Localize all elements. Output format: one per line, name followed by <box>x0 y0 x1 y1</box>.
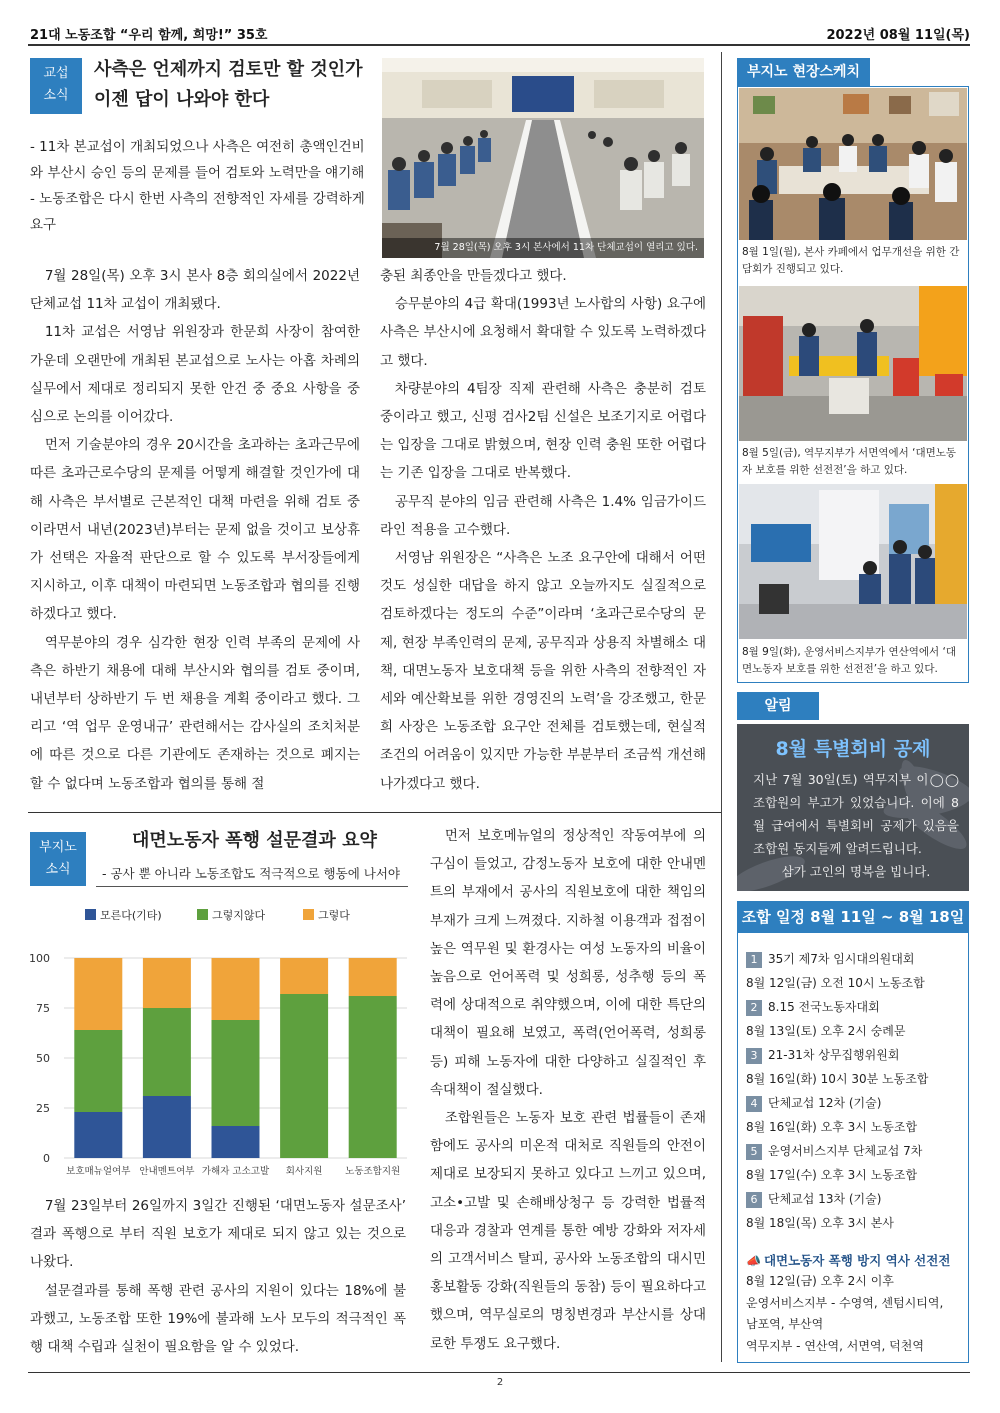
bar-segment <box>349 958 397 996</box>
survey-stacked-bar-chart <box>22 940 412 1190</box>
schedule-title-text: 단체교섭 12차 (기술) <box>768 1096 882 1110</box>
article2-badge-line1: 부지노 <box>39 840 77 855</box>
schedule-number: 1 <box>746 952 762 968</box>
x-tick-label: 회사지원 <box>285 1166 323 1177</box>
schedule-item <box>746 1139 922 1163</box>
x-tick-label: 안내멘트여부 <box>139 1166 195 1177</box>
schedule-title-text: 단체교섭 13차 (기술) <box>768 1192 882 1206</box>
schedule-title-text: 21-31차 상무집행위원회 <box>768 1048 900 1062</box>
page-number: 2 <box>496 1377 504 1388</box>
article1-body-left <box>30 262 360 798</box>
article2-badge <box>30 832 86 886</box>
cafe-meeting-image <box>739 88 967 240</box>
schedule-time: 8월 12일(금) 오전 10시 노동조합 <box>746 976 925 990</box>
bar-segment <box>143 1008 191 1096</box>
bar-segment <box>143 958 191 1008</box>
station-campaign-image-1 <box>739 286 967 441</box>
bar-segment <box>74 1112 122 1158</box>
bar-segment <box>280 994 328 1158</box>
paragraph: 먼저 보호메뉴얼의 정상적인 작동여부에 의구심이 들었고, 감정노동자 보호에 대한 안내멘트의 부재에서 공사의 직원보호에 대한 책임의 부재가 크게 느껴졌다. 지하철 이용객과 접점이 높은 역무원 및 환경사는 여성 노동자의 비율이 높음으로 언어폭력 및 성희롱, 성추행 등의 폭력에 상대적으로 취약했으며, 이에 대한 특단의 대책이 필요해 보였고, 폭력(언어폭력, 성희롱 등) 피해 노동자에 대한 다양하고 실질적인 후속대책이 절실했다. <box>430 828 706 1098</box>
legend-label: 모른다(기타) <box>100 909 162 922</box>
schedule-time: 8월 17일(수) 오후 3시 노동조합 <box>746 1168 918 1182</box>
legend-swatch <box>303 909 314 920</box>
schedule-time: 8월 16일(화) 10시 30분 노동조합 <box>746 1072 929 1086</box>
article2-badge-line2: 소식 <box>45 862 71 877</box>
notice-box <box>737 724 969 891</box>
bar-segment <box>74 1030 122 1112</box>
x-tick-label: 보호매뉴얼여부 <box>66 1166 131 1177</box>
meeting-room-image <box>382 58 704 258</box>
legend-label: 그렇지않다 <box>212 909 266 922</box>
y-tick-label: 0 <box>43 1152 50 1165</box>
paragraph: 차량분야의 4팀장 직제 관련해 사측은 충분히 검토 중이라고 했고, 신평 검사2팀 신설은 보조기지로 어렵다는 입장을 그대로 밝혔으며, 현장 인력 충원 또한 어렵다는 기존 입장을 그대로 반복했다. <box>380 380 706 482</box>
paragraph: 서영남 위원장은 “사측은 노조 요구안에 대해서 어떤 것도 성실한 대답을 하지 않고 오늘까지도 실질적으로 검토하겠다는 정도의 수준”이라며 ‘초과근로수당의 문제, 현장 부족인력의 문제, 공무직과 상용직 차별해소 대책, 대면노동자 보호대책 등을 위한 사측의 전향적인 자세와 예산확보를 위한 경영진의 노력’을 강조했고, 한문희 사장은 노동조합 요구안 전체를 검토했는데, 현실적 조건의 어려움이 있지만 가능한 부분부터 조금씩 개선해 나가겠다고 했다. <box>380 550 706 792</box>
schedule-number: 6 <box>746 1192 762 1208</box>
schedule-item <box>746 947 914 971</box>
article2-body-left <box>30 1192 406 1361</box>
bar-segment <box>280 958 328 994</box>
notice-body <box>753 768 959 883</box>
schedule-box <box>737 933 969 1363</box>
bar-segment <box>143 1096 191 1158</box>
article1-badge <box>30 58 82 114</box>
schedule-item <box>746 1187 881 1211</box>
paragraph: 먼저 기술분야의 경우 20시간을 초과하는 초과근무에 따른 초과근로수당의 문제를 어떻게 해결할 것인가에 대해 사측은 부서별로 근본적인 대책 마련을 위해 검토 중이라면서 내년(2023년)부터는 문제 없을 것이고 보상휴가 선택은 자율적 판단으로 할 수 있도록 부서장들에게 지시하고, 이후 대책이 마련되면 노동조합과 협의를 진행하겠다고 했다. <box>30 437 360 623</box>
sketch-tab: 부지노 현장스케치 <box>737 58 870 86</box>
subheadline-rule <box>96 886 408 887</box>
y-tick-label: 50 <box>36 1052 50 1065</box>
bar-segment <box>212 1126 260 1158</box>
paragraph: 7월 28일(목) 오후 3시 본사 8층 회의실에서 2022년 단체교섭 11차 교섭이 개최됐다. <box>30 268 360 313</box>
notice-text: 지난 7월 30일(토) 역무지부 이◯◯ 조합원의 부고가 있었습니다. 이에 8월 급여에서 특별회비 공제가 있음을 조합원 동지들께 알려드립니다. <box>753 772 959 856</box>
article2-body-right <box>430 822 706 1358</box>
schedule-number: 4 <box>746 1096 762 1112</box>
legend-yes <box>303 909 350 923</box>
sketch-caption-1: 8월 1일(월), 본사 카페에서 업무개선을 위한 간담회가 진행되고 있다. <box>742 246 960 275</box>
footer-rule <box>28 1372 970 1373</box>
article1-summary <box>30 134 365 238</box>
bar-segment <box>74 958 122 1030</box>
article1-badge-line2: 소식 <box>43 88 69 103</box>
schedule-title-text: 8.15 전국노동자대회 <box>768 1000 880 1014</box>
sidebar-divider <box>721 52 722 1362</box>
legend-no <box>197 909 265 923</box>
x-tick-label: 노동조합지원 <box>345 1166 401 1177</box>
section-divider <box>28 812 721 813</box>
schedule-title: 조합 일정 8월 11일 ~ 8월 18일 <box>737 901 969 933</box>
notice-tab: 알림 <box>737 692 819 720</box>
notice-title: 8월 특별회비 공제 <box>775 738 931 760</box>
bar-segment <box>212 1020 260 1126</box>
issue-title: 21대 노동조합 “우리 함께, 희망!” 35호 <box>30 28 268 43</box>
campaign-title <box>746 1251 962 1271</box>
summary-line: - 11차 본교섭이 개최되었으나 사측은 여전히 총액인건비 <box>30 139 365 155</box>
notice-condolence: 삼가 고인의 명복을 빕니다. <box>781 864 931 879</box>
campaign-line: 남포역, 부산역 <box>746 1317 824 1331</box>
summary-line: - 노동조합은 다시 한번 사측의 전향적인 자세를 강력하게 <box>30 191 365 207</box>
campaign-line: 역무지부 - 연산역, 서면역, 덕천역 <box>746 1338 924 1353</box>
bargaining-photo <box>382 58 704 258</box>
schedule-title-text: 운영서비스지부 단체교섭 7차 <box>768 1144 923 1158</box>
summary-line: 와 부산시 승인 등의 문제를 들어 검토와 노력만을 얘기해 <box>30 165 365 181</box>
sketch-caption-3: 8월 9일(화), 운영서비스지부가 연산역에서 ‘대면노동자 보호를 위한 선전전’을 하고 있다. <box>742 646 957 675</box>
paragraph: 승무분야의 4급 확대(1993년 노사합의 사항) 요구에 사측은 부산시에 요청해서 확대할 수 있도록 노력하겠다고 했다. <box>380 296 706 369</box>
y-tick-label: 25 <box>36 1102 50 1115</box>
bar-segment <box>212 958 260 1020</box>
paragraph: 설문결과를 통해 폭행 관련 공사의 지원이 있다는 18%에 불과했고, 노동조합 또한 19%에 불과해 노사 모두의 적극적인 폭행 대책 수립과 실천이 필요함을 알 수 있었다. <box>30 1282 406 1356</box>
paragraph: 충된 최종안을 만들겠다고 했다. <box>380 268 567 284</box>
schedule-time: 8월 18일(목) 오후 3시 본사 <box>746 1216 894 1230</box>
schedule-title-text: 35기 제7차 임시대의원대회 <box>768 952 915 966</box>
summary-line: 요구 <box>30 217 57 233</box>
sketch-caption-2: 8월 5일(금), 역무지부가 서면역에서 ‘대면노동자 보호를 위한 선전전’을 하고 있다. <box>742 447 957 476</box>
schedule-number: 2 <box>746 1000 762 1016</box>
paragraph: 7월 23일부터 26일까지 3일간 진행된 ‘대면노동자 설문조사’ 결과 폭행으로 부터 직원 보호가 제대로 되지 않고 있는 것으로 나왔다. <box>30 1198 406 1271</box>
campaign-block <box>746 1251 962 1357</box>
campaign-line: 운영서비스지부 - 수영역, 센텀시티역, <box>746 1295 944 1310</box>
header-rule <box>28 44 970 46</box>
paragraph: 조합원들은 노동자 보호 관련 법률들이 존재함에도 공사의 미온적 대처로 직원들의 안전이 제대로 보장되지 못하고 있다고 느끼고 있으며, 고소•고발 및 손해배상청구 등 강력한 법률적 대응과 경찰과 연계를 통한 예방 강화와 저자세의 고객서비스 탈피, 공사와 노동조합의 대시민 홍보활동 강화(직원들의 동참) 등이 필요하다고 했으며, 역무실로의 명칭변경과 부산시를 상대로한 투쟁도 요구했다. <box>430 1110 706 1352</box>
paragraph: 11차 교섭은 서영남 위원장과 한문희 사장이 참여한 가운데 오랜만에 개최된 본교섭으로 노사는 아홉 차례의 실무에서 제대로 정리되지 못한 안건 중 중요 사항을 중심으로 논의를 이어갔다. <box>30 324 360 426</box>
station-campaign-image-2 <box>739 484 967 639</box>
y-tick-label: 100 <box>29 952 50 965</box>
y-tick-label: 75 <box>36 1002 50 1015</box>
legend-unknown <box>85 909 162 923</box>
article2-subheadline: - 공사 뿐 아니라 노동조합도 적극적으로 행동에 나서야 <box>102 866 400 881</box>
sketch-photo-cafe <box>739 88 967 240</box>
schedule-time: 8월 16일(화) 오후 3시 노동조합 <box>746 1120 918 1134</box>
schedule-item <box>746 1091 881 1115</box>
article1-badge-line1: 교섭 <box>43 66 69 81</box>
paragraph: 공무직 분야의 임금 관련해 사측은 1.4% 임금가이드라인 적용을 고수했다. <box>380 493 706 538</box>
schedule-item <box>746 1043 899 1067</box>
schedule-number: 3 <box>746 1048 762 1064</box>
article1-headline-line2: 이젠 답이 나와야 한다 <box>94 89 270 110</box>
x-tick-label: 가해자 고소고발 <box>201 1166 270 1177</box>
schedule-time: 8월 13일(토) 오후 2시 숭례문 <box>746 1024 906 1038</box>
photo-caption: 7월 28일(목) 오후 3시 본사에서 11차 단체교섭이 열리고 있다. <box>382 238 704 258</box>
article1-headline <box>94 55 374 115</box>
article1-headline-line1: 사측은 언제까지 검토만 할 것인가 <box>94 59 363 80</box>
article2-headline: 대면노동자 폭행 설문결과 요약 <box>132 830 377 851</box>
campaign-title-text: 대면노동자 폭행 방지 역사 선전전 <box>763 1253 951 1268</box>
article1-body-right <box>380 262 706 798</box>
sketch-photo-seomyeon <box>739 286 967 441</box>
schedule-number: 5 <box>746 1144 762 1160</box>
issue-date: 2022년 08월 11일(목) <box>826 28 970 43</box>
legend-swatch <box>85 909 96 920</box>
legend-swatch <box>197 909 208 920</box>
campaign-line: 8월 12일(금) 오후 2시 이후 <box>746 1274 894 1288</box>
megaphone-icon: 📣 <box>746 1254 761 1268</box>
paragraph: 역무분야의 경우 심각한 현장 인력 부족의 문제에 사측은 하반기 채용에 대해 부산시와 협의를 검토 중이며, 내년부터 상하반기 두 번 채용을 계획 중이라고 했다. 그리고 ‘역 업무 운영내규’ 관련해서는 감사실의 조치처분에 따른 것으로 다른 기관에도 존재하는 것으로 폐지는 할 수 없다며 노동조합과 협의를 통해 절 <box>30 634 360 792</box>
schedule-item <box>746 995 880 1019</box>
legend-label: 그렇다 <box>318 909 350 922</box>
bar-segment <box>349 996 397 1158</box>
sketch-photo-yeonsan <box>739 484 967 639</box>
